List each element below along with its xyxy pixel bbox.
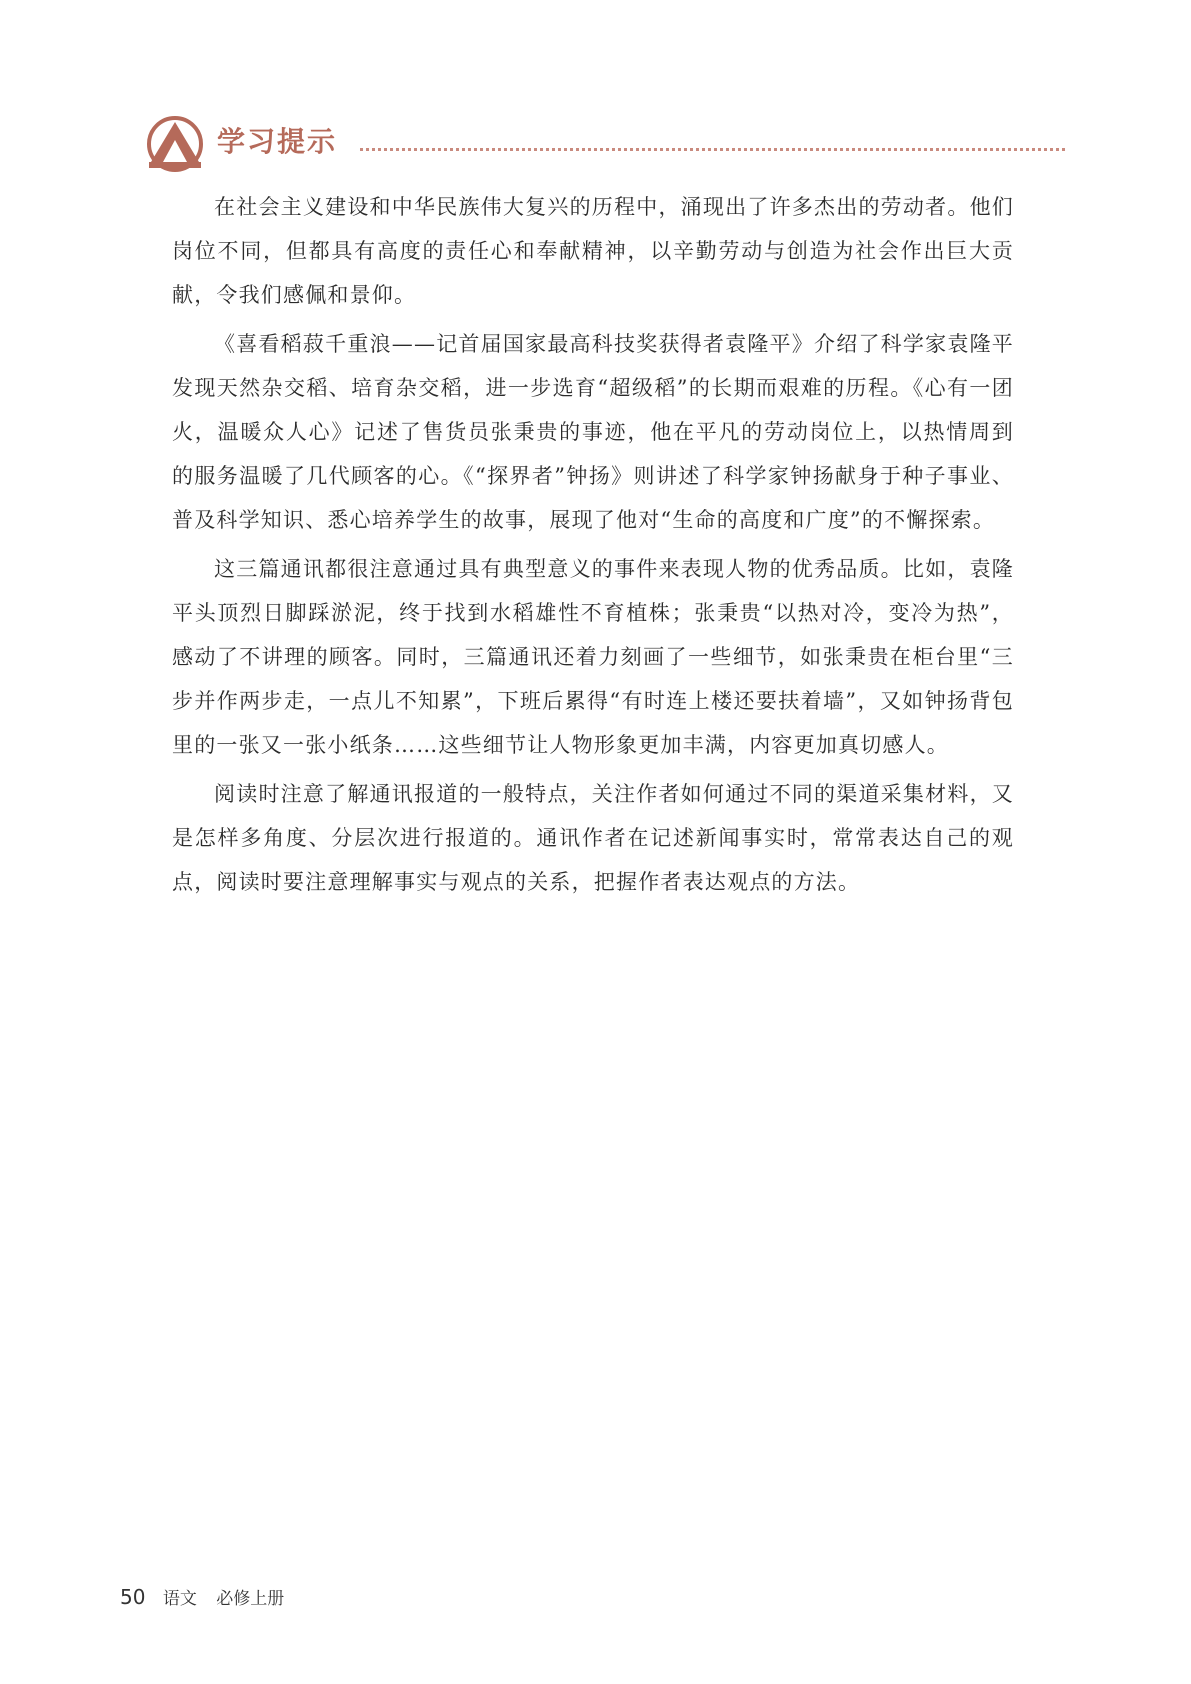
study-tips-logo-icon bbox=[145, 116, 205, 172]
dotted-divider bbox=[360, 148, 1065, 151]
paragraph-3: 这三篇通讯都很注意通过具有典型意义的事件来表现人物的优秀品质。比如，袁隆平头顶烈日脚踩淤泥，终于找到水稻雄性不育植株；张秉贵“以热对冷，变冷为热”，感动了不讲理的顾客。同时，三篇通讯还着力刻画了一些细节，如张秉贵在柜台里“三步并作两步走，一点儿不知累”，下班后累得“有时连上楼还要扶着墙”，又如钟扬背包里的一张又一张小纸条……这些细节让人物形象更加丰满，内容更加真切感人。 bbox=[172, 557, 1014, 757]
section-header bbox=[145, 112, 1065, 182]
paragraph-4: 阅读时注意了解通讯报道的一般特点，关注作者如何通过不同的渠道采集材料，又是怎样多角度、分层次进行报道的。通讯作者在记述新闻事实时，常常表达自己的观点，阅读时要注意理解事实与观点的关系，把握作者表达观点的方法。 bbox=[172, 782, 1014, 894]
body-text bbox=[172, 185, 1014, 909]
paragraph-2: 《喜看稻菽千重浪——记首届国家最高科技奖获得者袁隆平》介绍了科学家袁隆平发现天然杂交稻、培育杂交稻，进一步选育“超级稻”的长期而艰难的历程。《心有一团火，温暖众人心》记述了售货员张秉贵的事迹，他在平凡的劳动岗位上，以热情周到的服务温暖了几代顾客的心。《“探界者”钟扬》则讲述了科学家钟扬献身于种子事业、普及科学知识、悉心培养学生的故事，展现了他对“生命的高度和广度”的不懈探索。 bbox=[172, 332, 1014, 532]
footer-book: 必修上册 bbox=[216, 1589, 285, 1609]
page-number: 50 bbox=[120, 1585, 146, 1609]
paragraph-1: 在社会主义建设和中华民族伟大复兴的历程中，涌现出了许多杰出的劳动者。他们岗位不同，但都具有高度的责任心和奉献精神，以辛勤劳动与创造为社会作出巨大贡献，令我们感佩和景仰。 bbox=[172, 195, 1014, 307]
footer-subject: 语文 bbox=[162, 1589, 197, 1609]
page-footer bbox=[120, 1584, 284, 1609]
section-title: 学习提示 bbox=[217, 125, 338, 158]
